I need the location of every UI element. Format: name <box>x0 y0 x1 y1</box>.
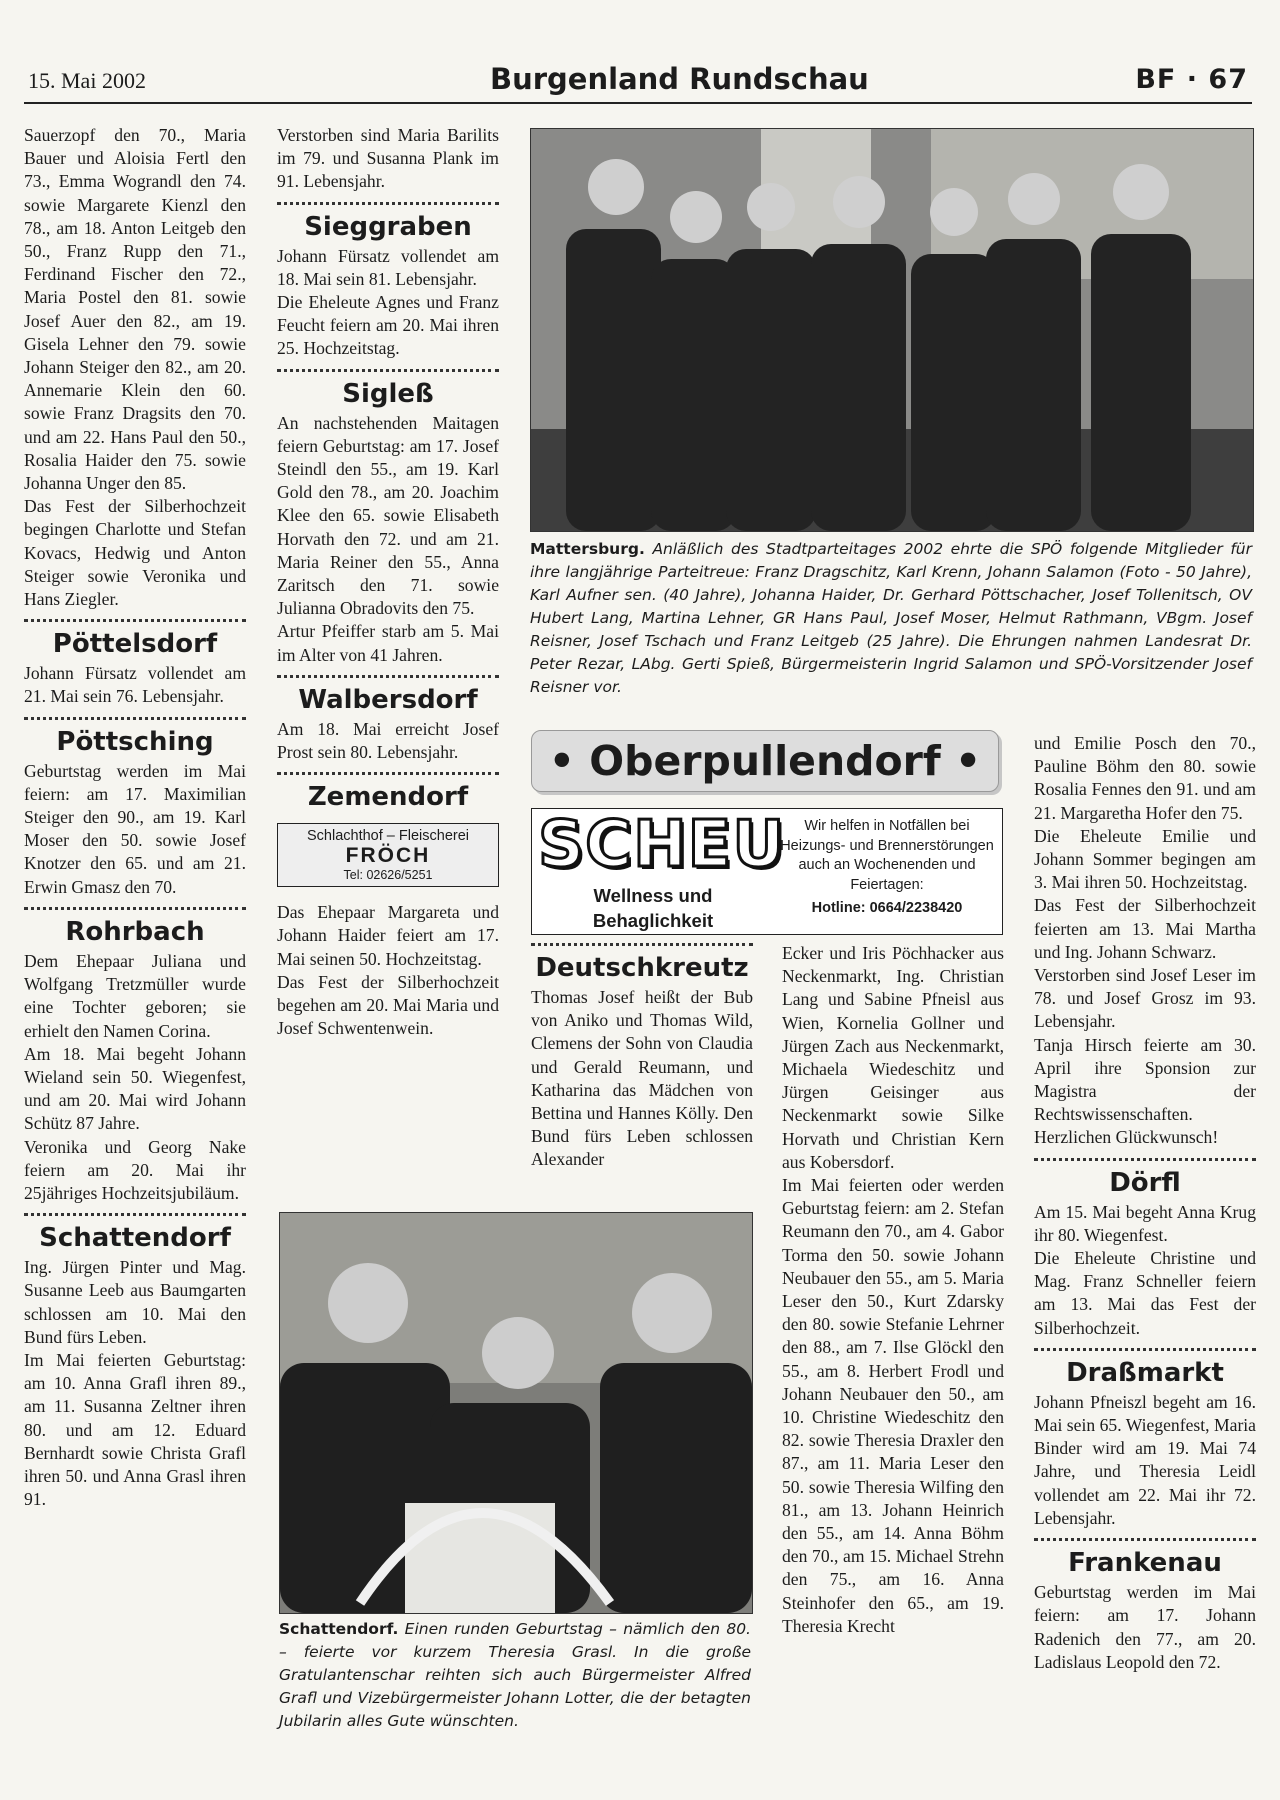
section-divider <box>24 1213 246 1216</box>
newspaper-title: Burgenland Rundschau <box>490 62 869 96</box>
butcher-advertisement <box>277 823 499 887</box>
article-text: Am 18. Mai begeht Johann Wieland sein 50. Wiegenfest, und am 20. Mai wird Johann Schütz 87 Jahre. <box>24 1043 246 1134</box>
section-divider <box>277 202 499 205</box>
article-text: Johann Pfneiszl begeht am 16. Mai sein 65. Wiegenfest, Maria Binder wird am 19. Mai 74 Jahre, und Theresia Leidl vollendet am 22. Mai ihr 72. Lebensjahr. <box>1034 1391 1256 1528</box>
page-header <box>24 62 1252 104</box>
column-2 <box>277 124 499 1040</box>
section-divider <box>1034 1538 1256 1541</box>
article-text: Geburtstag werden im Mai feiern: am 17. Maximilian Steiger den 90., am 19. Karl Moser den 50. sowie Josef Knotzer den 65. und am 21. Erwin Gmasz den 70. <box>24 760 246 897</box>
section-heading: Pöttelsdorf <box>52 629 218 660</box>
article-text: Am 18. Mai erreicht Josef Prost sein 80. Lebensjahr. <box>277 718 499 763</box>
article-text: Dem Ehepaar Juliana und Wolfgang Tretzmüller wurde eine Tochter geboren; sie erhielt den Namen Corina. <box>24 950 246 1041</box>
article-text: Am 15. Mai begeht Anna Krug ihr 80. Wiegenfest. <box>1034 1201 1256 1245</box>
article-text: Das Fest der Silberhochzeit begehen am 20. Mai Maria und Josef Schwentenwein. <box>277 971 499 1039</box>
section-divider <box>277 675 499 678</box>
section-heading: Zemendorf <box>307 782 469 813</box>
section-heading: Dörfl <box>1109 1167 1181 1198</box>
photo-caption <box>279 1618 751 1733</box>
section-heading: Schattendorf <box>39 1223 231 1254</box>
article-text: Ecker und Iris Pöchhacker aus Neckenmarkt, Ing. Christian Lang und Sabine Pfneisl aus Wien, Kornelia Gollner und Jürgen Zach aus Neckenmarkt, Michaela Wiedeschitz und Jürgen Geisinger aus Neckenmarkt sowie Silke Horvath und Christian Kern aus Kobersdorf. <box>782 943 1004 1172</box>
ad-line: Schlachthof – Fleischerei <box>307 828 469 845</box>
article-text: Johann Fürsatz vollendet am 21. Mai sein 76. Lebensjahr. <box>24 663 246 707</box>
article-text: Das Ehepaar Margareta und Johann Haider feiert am 17. Mai seinen 50. Hochzeitstag. <box>277 902 499 969</box>
section-banner: • Oberpullendorf • <box>531 730 999 792</box>
article-text: Veronika und Georg Nake feiern am 20. Mai ihr 25jähriges Hochzeitsjubiläum. <box>24 1136 246 1203</box>
section-heading: Rohrbach <box>65 916 205 947</box>
section-heading: Deutschkreutz <box>535 953 749 983</box>
page-number: BF · 67 <box>1135 64 1248 95</box>
section-divider <box>531 943 753 946</box>
section-heading: Walbersdorf <box>298 684 478 715</box>
scheu-text: Wir helfen in Notfällen bei Heizungs- und Brennerstörungen auch an Wochenenden und Feiertagen: <box>780 818 994 893</box>
article-text: Die Eheleute Christine und Mag. Franz Schneller feiern am 13. Mai das Fest der Silberhochzeit. <box>1034 1248 1256 1338</box>
article-text: An nachstehenden Maitagen feiern Geburtstag: am 17. Josef Steindl den 55., am 19. Karl Gold den 78., am 20. Joachim Klee den 65. sowie Elisabeth Horvath den 72. und am 21. Maria Reiner den 55., Anna Zaritsch den 71. sowie Julianna Obradovits den 75. <box>277 412 499 619</box>
section-heading: Sigleß <box>342 378 434 409</box>
scheu-logo: SCHEU <box>538 808 786 882</box>
article-text: Verstorben sind Maria Barilits im 79. und Susanna Plank im 91. Lebensjahr. <box>277 125 499 192</box>
scheu-tagline-line: Wellness und <box>593 885 713 906</box>
section-divider <box>277 772 499 775</box>
caption-text: Einen runden Geburtstag – nämlich den 80. – feierte vor kurzem Theresia Grasl. In die große Gratulantenschar reihten sich auch Bürgermeister Alfred Grafl und Vizebürgermeister Johann Lotter, die der betagten Jubilarin alles Gute wünschten. <box>279 1620 751 1730</box>
article-text: Die Eheleute Agnes und Franz Feucht feiern am 20. Mai ihren 25. Hochzeitstag. <box>277 292 499 359</box>
scheu-hotline: Hotline: 0664/2238420 <box>811 900 963 916</box>
article-text: Tanja Hirsch feierte am 30. April ihre Sponsion zur Magistra der Rechtswissenschaften. Herzlichen Glückwunsch! <box>1034 1034 1256 1148</box>
scheu-info <box>778 817 996 919</box>
article-text: Geburtstag werden im Mai feiern: am 17. Johann Radenich den 77., am 20. Ladislaus Leopold den 72. <box>1034 1582 1256 1672</box>
issue-date: 15. Mai 2002 <box>28 68 146 93</box>
article-text: Ing. Jürgen Pinter und Mag. Susanne Leeb aus Baumgarten schlossen am 10. Mai den Bund fürs Leben. <box>24 1257 246 1347</box>
section-heading: Pöttsching <box>56 726 214 757</box>
column-5 <box>1034 732 1256 1674</box>
article-text: Johann Fürsatz vollendet am 18. Mai sein 81. Lebensjahr. <box>277 245 499 289</box>
group-photo-image <box>531 129 1253 531</box>
article-text: Das Fest der Silberhochzeit begingen Charlotte und Stefan Kovacs, Hedwig und Anton Steiger sowie Veronika und Hans Ziegler. <box>24 496 246 610</box>
column-3 <box>531 943 753 1172</box>
article-text: Thomas Josef heißt der Bub von Aniko und Thomas Wild, Clemens der Sohn von Claudia und Gerald Reumann, und Katharina das Mädchen von Bettina und Hannes Kölly. Den Bund fürs Leben schlossen Alexander <box>531 987 753 1170</box>
article-text: Verstorben sind Josef Leser im 78. und Josef Grosz im 93. Lebensjahr. <box>1034 965 1256 1032</box>
caption-text: Anläßlich des Stadtparteitages 2002 ehrte die SPÖ folgende Mitglieder für ihre langjährige Parteitreue: Franz Dragschitz, Karl Krenn, Johann Salamon (Foto - 50 Jahre), Karl Aufner sen. (40 Jahre), Johanna Haider, Dr. Gerhard Pöttschacher, Josef Tollenitsch, OV Hubert Lang, Martina Lehner, GR Hans Paul, Josef Moser, Helmut Rathmann, VBgm. Josef Reisner, Josef Tschach und Franz Leitgeb (25 Jahre). Die Ehrungen nahmen Landesrat Dr. Peter Rezar, LAbg. Gerti Spieß, Bürgermeisterin Ingrid Salamon und SPÖ-Vorsitzender Josef Reisner vor. <box>530 540 1252 696</box>
scheu-tagline-line: Behaglichkeit <box>592 910 714 931</box>
article-text: Im Mai feierten Geburtstag: am 10. Anna Grafl ihren 89., am 11. Susanna Zeltner ihren 80. und am 12. Eduard Bernhardt sowie Christa Grafl ihren 50. und Anna Grasl ihren 91. <box>24 1349 246 1510</box>
ad-phone: Tel: 02626/5251 <box>343 868 433 883</box>
section-heading: Frankenau <box>1068 1548 1222 1579</box>
birthday-photo-image <box>280 1213 752 1613</box>
scheu-tagline <box>538 883 768 933</box>
ad-brand: FRÖCH <box>345 844 431 868</box>
section-heading: Draßmarkt <box>1066 1357 1224 1388</box>
section-divider <box>24 717 246 720</box>
column-4 <box>782 942 1004 1638</box>
article-text: Das Fest der Silberhochzeit feierten am 13. Mai Martha und Ing. Johann Schwarz. <box>1034 895 1256 962</box>
article-text: und Emilie Posch den 70., Pauline Böhm den 80. sowie Rosalia Fennes den 91. und am 21. Margaretha Hofer den 75. <box>1034 733 1256 823</box>
schattendorf-birthday-photo <box>279 1212 753 1614</box>
article-text: Die Eheleute Emilie und Johann Sommer begingen am 3. Mai ihren 50. Hochzeitstag. <box>1034 825 1256 893</box>
section-divider <box>24 619 246 622</box>
caption-place: Schattendorf. <box>279 1620 399 1638</box>
scheu-advertisement <box>531 808 1003 935</box>
column-1 <box>24 124 246 1511</box>
section-divider <box>1034 1158 1256 1161</box>
mattersburg-group-photo <box>530 128 1254 532</box>
photo-caption <box>530 538 1252 699</box>
section-heading: Sieggraben <box>304 211 472 242</box>
article-text: Im Mai feierten oder werden Geburtstag feiern: am 2. Stefan Reumann den 70., am 4. Gabor Torma den 50. sowie Johann Neubauer den 55., am 5. Maria Leser den 50., Kurt Zdarsky den 80. sowie Stefanie Lehrner den 88., am 7. Ilse Glöckl den 55., am 8. Herbert Frodl und Johann Neubauer den 50., am 10. Christine Wiedeschitz den 82. sowie Theresia Draxler den 87., am 11. Maria Leser den 50. sowie Theresia Wilfing den 81., am 13. Johann Heinrich den 55., am 14. Anna Böhm den 70., am 15. Michael Strehn den 75., am 16. Anna Steinhofer den 65., am 19. Theresia Krecht <box>782 1175 1004 1636</box>
section-divider <box>277 369 499 372</box>
article-text: Sauerzopf den 70., Maria Bauer und Aloisia Fertl den 73., Emma Wograndl den 74. sowie Margarete Kienzl den 78., am 18. Anton Leitgeb den 50., Franz Rupp den 71., Ferdinand Fischer den 72., Maria Postel den 81. sowie Josef Auer den 82., am 19. Gisela Lehner den 79. sowie Johann Steiger den 82., am 20. Annemarie Klein den 60. sowie Franz Dragsits den 70. und am 22. Hans Paul den 50., Rosalia Haider den 75. sowie Johanna Unger den 85. <box>24 125 246 494</box>
caption-place: Mattersburg. <box>530 540 645 558</box>
article-text: Artur Pfeiffer starb am 5. Mai im Alter von 41 Jahren. <box>277 621 499 665</box>
section-divider <box>1034 1348 1256 1351</box>
section-divider <box>24 907 246 910</box>
